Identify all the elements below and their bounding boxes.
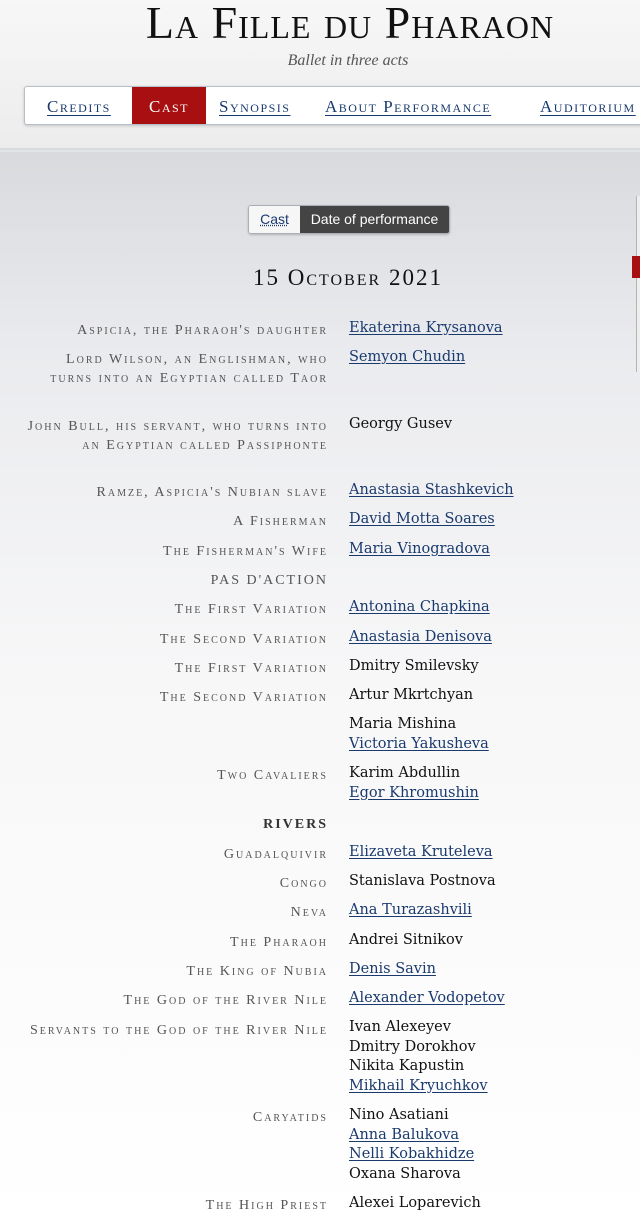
performer-link[interactable]: Mikhail Kryuchkov	[349, 1077, 488, 1094]
section-nav	[24, 86, 640, 125]
performer-link[interactable]: Anastasia Denisova	[349, 629, 492, 645]
cast-names	[349, 989, 634, 1009]
page-header	[0, 0, 640, 152]
performer-name: Dmitry Smilevsky	[349, 658, 479, 674]
role-label: The High Priest	[205, 1198, 328, 1213]
cast-names	[349, 319, 634, 339]
role-label: Caryatids	[252, 1110, 328, 1125]
cast-names	[349, 764, 634, 803]
performer-link[interactable]: Ana Turazashvili	[349, 902, 472, 918]
cast-names	[349, 715, 634, 754]
performer-link[interactable]: Egor Khromushin	[349, 784, 479, 801]
performer-name: Andrei Sitnikov	[349, 932, 463, 948]
role-label: The God of the River Nile	[123, 993, 328, 1008]
performer-link[interactable]: Anna Balukova	[349, 1126, 460, 1143]
role-label: The Second Variation	[159, 632, 328, 647]
performer-link[interactable]: Maria Vinogradova	[349, 541, 490, 557]
tab-credits[interactable]: Credits	[47, 97, 111, 116]
toggle-date-button[interactable]: Date of performance	[300, 206, 449, 233]
role-label: John Bull, his servant, who turns into an Egyptian called Passiphonte	[27, 419, 328, 453]
cast-names	[349, 901, 634, 921]
performer-link[interactable]: David Motta Soares	[349, 511, 495, 527]
performer-link[interactable]: Nelli Kobakhidze	[349, 1146, 475, 1163]
cast-names	[349, 598, 634, 618]
cast-names	[349, 628, 634, 648]
performer-name: Maria Mishina	[349, 716, 457, 732]
cast-names	[349, 348, 634, 368]
role-label: Ramze, Aspicia's Nubian slave	[96, 485, 328, 500]
role-label: The First Variation	[174, 661, 328, 676]
role-label: The King of Nubia	[186, 964, 328, 979]
cast-names	[349, 843, 634, 863]
performer-name: Karim Abdullin	[349, 765, 461, 781]
performer-name: Dmitry Dorokhov	[349, 1038, 476, 1055]
role-label: Congo	[279, 876, 328, 891]
performer-name: Nikita Kapustin	[349, 1058, 465, 1075]
role-label: Servants to the God of the River Nile	[30, 1023, 328, 1038]
performer-link[interactable]: Alexander Vodopetov	[349, 990, 505, 1006]
tab-synopsis[interactable]: Synopsis	[219, 97, 291, 116]
cast-names	[349, 931, 634, 951]
performer-link[interactable]: Denis Savin	[349, 961, 436, 977]
performer-link[interactable]: Elizaveta Kruteleva	[349, 844, 493, 860]
performer-name: Stanislava Postnova	[349, 873, 496, 889]
performance-date: 15 October 2021	[253, 265, 443, 290]
role-label: The Second Variation	[159, 690, 328, 705]
performer-name: Oxana Sharova	[349, 1165, 461, 1182]
role-label: The First Variation	[174, 602, 328, 617]
performer-name: Georgy Gusev	[349, 416, 453, 432]
performer-name: Ivan Alexeyev	[349, 1019, 451, 1035]
cast-names	[349, 540, 634, 560]
role-label: The Fisherman's Wife	[163, 544, 328, 559]
page-subtitle: Ballet in three acts	[287, 52, 409, 69]
cast-names	[349, 686, 634, 706]
performer-link[interactable]: Semyon Chudin	[349, 349, 466, 365]
performer-name: Nino Asatiani	[349, 1107, 449, 1123]
role-label: A Fisherman	[233, 514, 328, 529]
cast-names	[349, 1106, 634, 1184]
tab-cast[interactable]: Cast	[132, 87, 206, 124]
cast-names	[349, 657, 634, 677]
tab-auditorium[interactable]: Auditorium	[540, 97, 636, 116]
role-label: Aspicia, the Pharaoh's daughter	[77, 323, 328, 338]
cast-names	[349, 510, 634, 530]
section-heading-rivers: RIVERS	[263, 817, 328, 832]
performer-name: Alexei Loparevich	[349, 1195, 481, 1211]
performer-link[interactable]: Antonina Chapkina	[349, 599, 490, 615]
cast-view-toggle	[248, 205, 450, 234]
cast-names	[349, 1018, 634, 1096]
performer-link[interactable]: Anastasia Stashkevich	[349, 482, 514, 498]
cast-names	[349, 481, 634, 501]
role-label: Lord Wilson, an Englishman, who turns into an Egyptian called Taor	[50, 352, 328, 386]
performer-link[interactable]: Ekaterina Krysanova	[349, 320, 503, 336]
page-title: La Fille du Pharaon	[145, 0, 555, 48]
section-heading-pas-daction: PAS D'ACTION	[210, 573, 328, 588]
cast-names	[349, 872, 634, 892]
cast-names	[349, 415, 634, 435]
performer-name: Artur Mkrtchyan	[349, 687, 474, 703]
cast-names	[349, 1194, 634, 1214]
role-label: Neva	[290, 905, 328, 920]
toggle-cast-button[interactable]: Cast	[249, 206, 300, 233]
tab-about-performance[interactable]: About Performance	[325, 97, 492, 116]
performer-link[interactable]: Victoria Yakusheva	[349, 735, 489, 752]
role-label: The Pharaoh	[230, 935, 328, 950]
role-label: Two Cavaliers	[217, 768, 328, 783]
cast-names	[349, 960, 634, 980]
role-label: Guadalquivir	[223, 847, 328, 862]
